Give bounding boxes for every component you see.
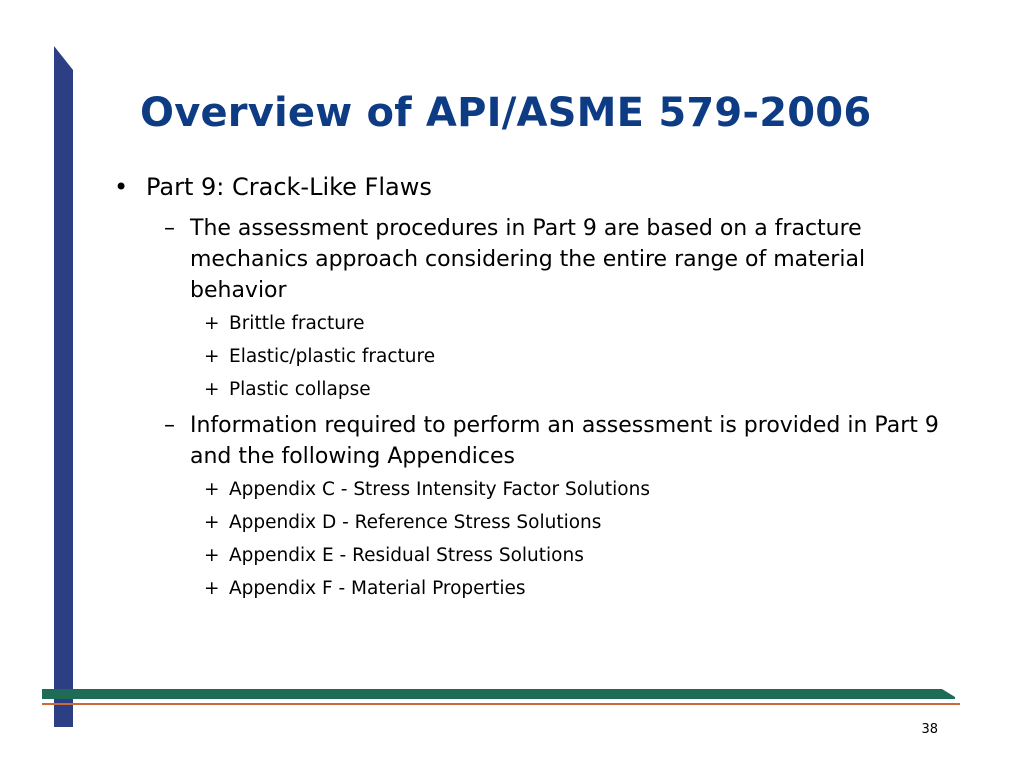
bullet-marker: • — [114, 173, 129, 201]
list-item — [204, 311, 970, 337]
plus-marker: + — [204, 479, 220, 500]
subpoint-text: Information required to perform an assessment is provided in Part 9 and the following Appendices — [190, 413, 939, 469]
list-item — [204, 477, 970, 503]
plus-marker: + — [204, 578, 220, 599]
plus-marker: + — [204, 346, 220, 367]
list-item — [204, 510, 970, 536]
bullet-text: Part 9: Crack-Like Flaws — [146, 173, 432, 201]
list-item — [204, 344, 970, 370]
list-item — [204, 377, 970, 403]
left-accent-bar — [54, 46, 73, 727]
dash-marker: – — [164, 216, 175, 241]
list-item — [204, 543, 970, 569]
list-item-text: Appendix E - Residual Stress Solutions — [229, 545, 584, 566]
subpoint-assessment-procedures — [164, 213, 950, 306]
list-item-text: Elastic/plastic fracture — [229, 346, 436, 367]
page-number: 38 — [921, 722, 938, 737]
plus-marker: + — [204, 379, 220, 400]
plus-marker: + — [204, 512, 220, 533]
orange-footer-rule — [42, 703, 960, 705]
dash-marker: – — [164, 413, 175, 438]
plus-marker: + — [204, 313, 220, 334]
green-footer-rule — [42, 689, 955, 699]
subpoint-text: The assessment procedures in Part 9 are based on a fracture mechanics approach considering the entire range of material behavior — [190, 216, 866, 303]
slide-title: Overview of API/ASME 579-2006 — [140, 90, 872, 136]
list-item-text: Appendix D - Reference Stress Solutions — [229, 512, 602, 533]
slide-body — [110, 172, 970, 609]
list-item-text: Plastic collapse — [229, 379, 371, 400]
list-item-text: Appendix C - Stress Intensity Factor Solutions — [229, 479, 650, 500]
list-item-text: Brittle fracture — [229, 313, 365, 334]
subpoint-information-required — [164, 410, 950, 472]
bullet-part-9 — [110, 172, 970, 203]
list-item-text: Appendix F - Material Properties — [229, 578, 526, 599]
plus-marker: + — [204, 545, 220, 566]
list-item — [204, 576, 970, 602]
